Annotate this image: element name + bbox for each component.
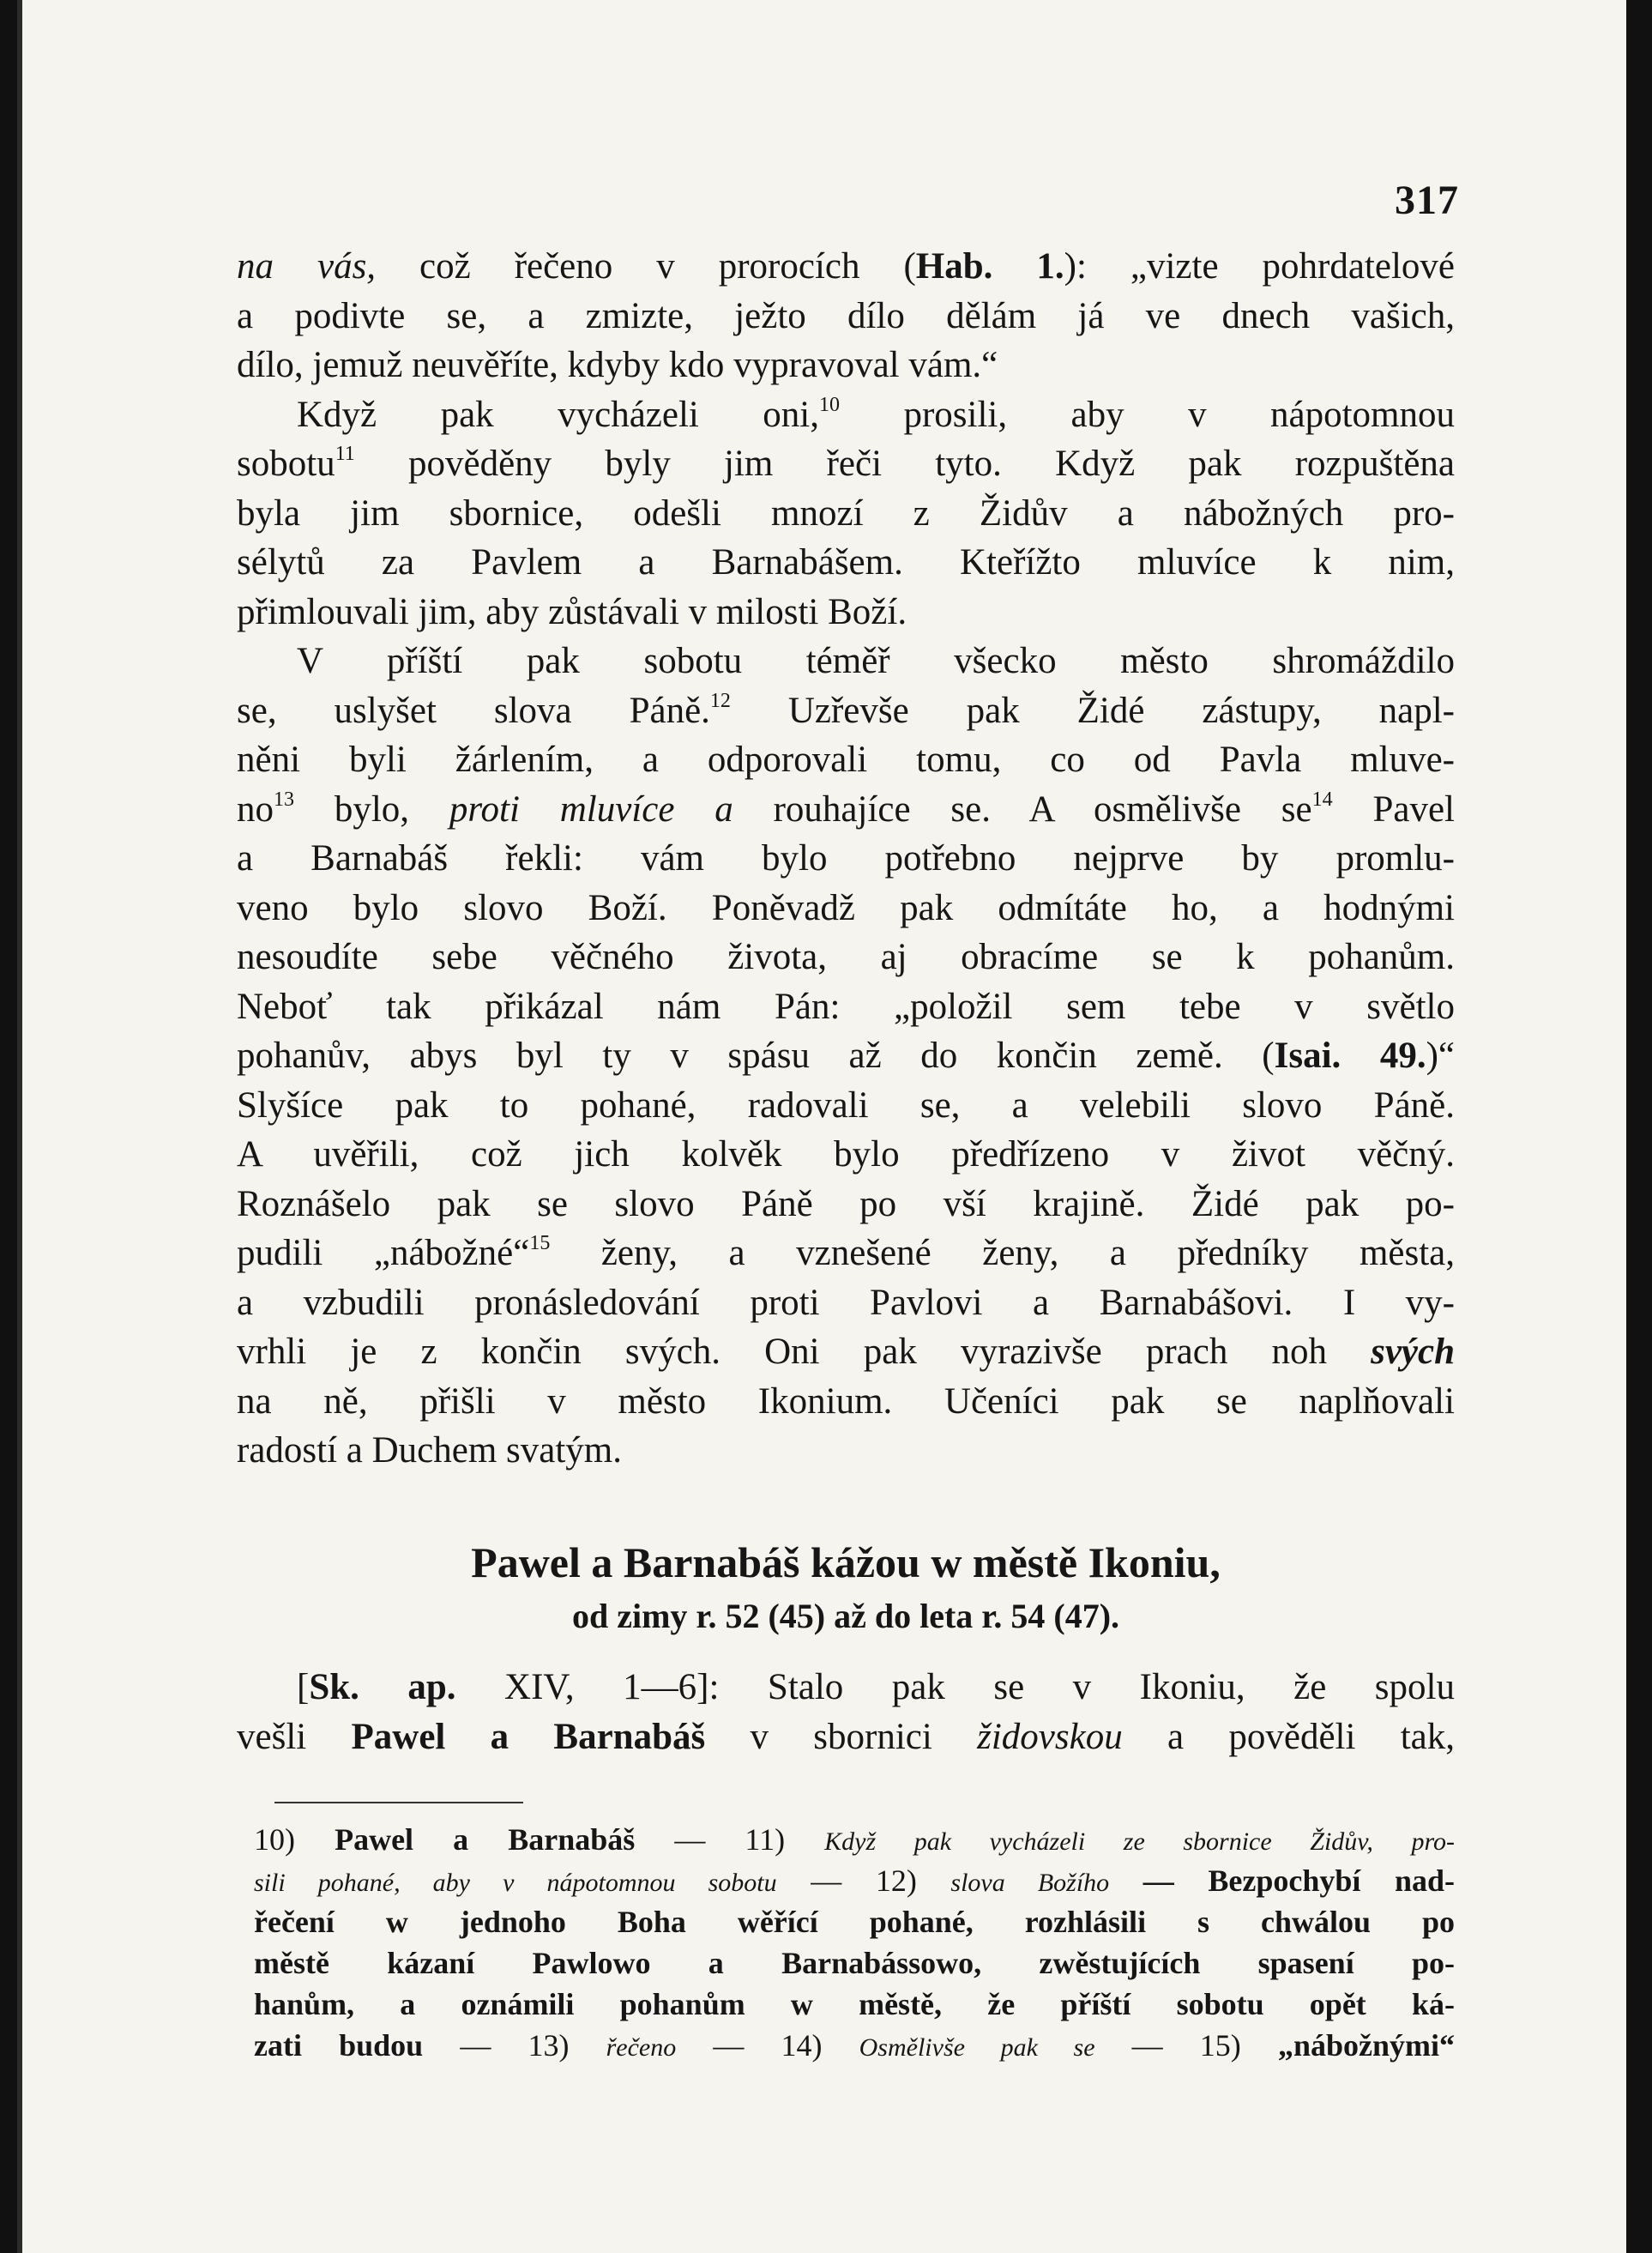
footnote-marker: 12 (709, 689, 731, 712)
text-line: V příští pak sobotu téměř všecko město shromáždilo (297, 641, 1455, 681)
text-line: dílo, jemuž neuvěříte, kdyby kdo vypravoval vám.“ (237, 345, 998, 385)
section-heading (237, 1534, 1455, 1642)
footnote-marker: 14 (1311, 788, 1333, 811)
text-line: $no^{13}$ bylo, proti mluvíce a rouhajíce se. A osmělivše $se^{14}$ Pavel (237, 788, 1455, 830)
footnote-marker: 10 (819, 393, 840, 416)
text-line: a vzbudili pronásledování proti Pavlovi a Barnabášovi. I vy- (237, 1282, 1455, 1323)
text-line: sélytů za Pavlem a Barnabášem. Kteřížto mluvíce k nim, (237, 542, 1455, 583)
footnote-marker: 11 (335, 443, 355, 465)
footnote-line: řečení w jednoho Boha wěřící pohané, rozhlásili s chwálou po (254, 1905, 1455, 1939)
text-line: a podivte se, a zmizte, ježto dílo dělám já ve dnech vašich, (237, 295, 1455, 336)
text-line: byla jim sbornice, odešli mnozí z Židův a nábožných pro- (237, 492, 1455, 534)
footnote-line: zati budou — 13) řečeno — 14) Osmělivše pak se — 15) „nábožnými“ (254, 2028, 1455, 2063)
text-line: a Barnabáš řekli: vám bylo potřebno nejprve by promlu- (237, 838, 1455, 879)
text-line: veno bylo slovo Boží. Poněvadž pak odmítáte ho, a hodnými (237, 887, 1455, 928)
heading-subtitle: od zimy r. 52 (45) až do leta r. 54 (47). (571, 1597, 1120, 1635)
footnote-line: městě kázaní Pawlowo a Barnabássowo, zwěstujících spasení po- (254, 1946, 1455, 1980)
text-line: něni byli žárlením, a odporovali tomu, co od Pavla mluve- (237, 740, 1455, 780)
text-line: pudili „nábožné“$^{15}$ ženy, a vznešené ženy, a předníky města, (237, 1232, 1455, 1273)
text-line: Slyšíce pak to pohané, radovali se, a velebili slovo Páně. (237, 1084, 1455, 1126)
text-line: se, uslyšet slova Páně.$^{12}$ Uzřevše pak Židé zástupy, napl- (237, 689, 1455, 731)
text-line: na vás, což řečeno v prorocích (Hab. 1.): „vizte pohrdatelové (237, 246, 1455, 287)
heading-title: Pawel a Barnabáš kážou w městě Ikoniu, (471, 1538, 1221, 1586)
footnote-line: hanům, a oznámili pohanům w městě, že příští sobotu opět ká- (254, 1987, 1455, 2021)
body-text (237, 242, 1455, 1476)
text-line: Neboť tak přikázal nám Pán: „položil sem tebe v světlo (237, 986, 1455, 1027)
text-line: Roznášelo pak se slovo Páně po vší krajině. Židé pak po- (237, 1183, 1455, 1224)
book-page (17, 0, 1626, 2253)
text-line: pohanův, abys byl ty v spásu až do končin země. (Isai. 49.)“ (237, 1036, 1455, 1076)
footnotes (254, 1819, 1455, 2066)
text-line: A uvěřili, což jich kolvěk bylo předřízeno v život věčný. (237, 1134, 1455, 1175)
text-line: vešli Pawel a Barnabáš v sbornici židovskou a pověděli tak, (237, 1716, 1455, 1757)
footnote-divider (274, 1802, 523, 1803)
text-line: [Sk. ap. XIV, 1—6]: Stalo pak se v Ikoniu, že spolu (297, 1667, 1455, 1707)
text-line: vrhli je z končin svých. Oni pak vyrazivše prach noh svých (237, 1332, 1455, 1372)
text-line: nesoudíte sebe věčného života, aj obracíme se k pohanům. (237, 937, 1455, 977)
text-line: přimlouvali jim, aby zůstávali v milosti Boží. (237, 591, 907, 632)
page-edge-shadow (17, 0, 22, 2253)
footnote-line: sili pohané, aby v nápotomnou sobotu — 12) slova Božího — Bezpochybí nad- (254, 1863, 1456, 1898)
text-line: na ně, přišli v město Ikonium. Učeníci pak se naplňovali (237, 1380, 1455, 1422)
page-number: 317 (1395, 178, 1459, 223)
text-line: radostí a Duchem svatým. (237, 1430, 623, 1471)
text-line: Když pak vycházeli oni,$^{10}$ prosili, aby v nápotomnou (297, 393, 1455, 435)
footnote-marker: 13 (274, 788, 294, 811)
footnote-marker: 15 (529, 1232, 551, 1254)
footnote-line: 10) Pawel a Barnabáš — 11) Když pak vycházeli ze sbornice Židův, pro- (254, 1822, 1455, 1857)
text-line: sobotu$^{11}$ pověděny byly jim řeči tyto. Když pak rozpuštěna (237, 443, 1455, 484)
section-text (237, 1663, 1455, 1761)
